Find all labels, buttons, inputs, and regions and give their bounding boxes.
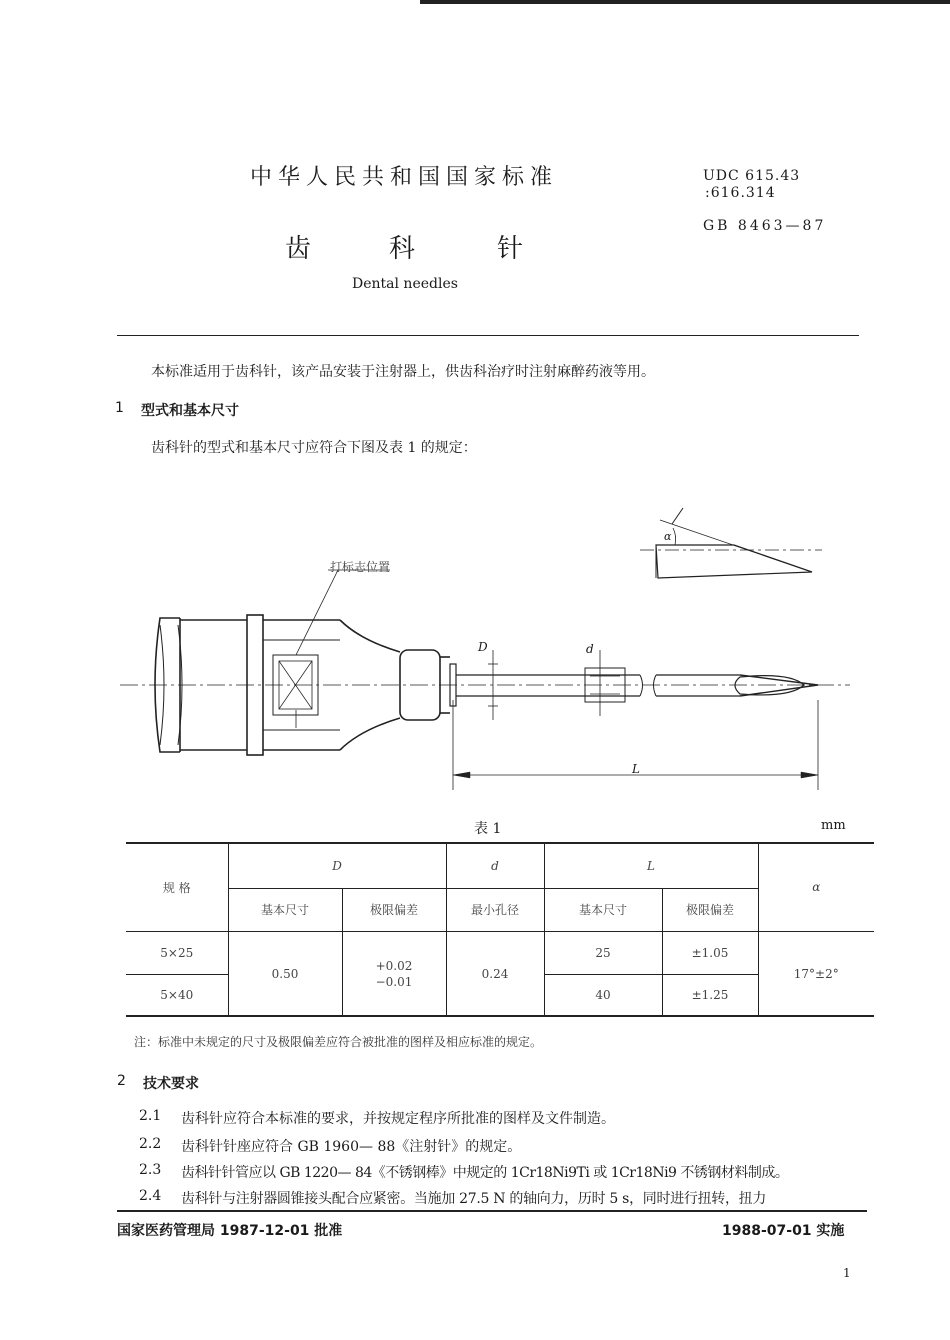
table-caption: 表 1	[474, 821, 502, 837]
udc-line-1: UDC 615.43	[703, 168, 801, 184]
header-alpha: α	[758, 843, 874, 931]
section-2-title: 技术要求	[143, 1076, 199, 1092]
clause-number: 2.4	[139, 1188, 162, 1204]
clause-number: 2.3	[139, 1162, 162, 1178]
title-char-2: 科	[389, 234, 416, 264]
clause-text: 齿科针与注射器圆锥接头配合应紧密。当施加 27.5 N 的轴向力，历时 5 s，同时进行扭转，扭力	[181, 1191, 767, 1207]
header-L: L	[544, 843, 758, 888]
page-number: 1	[843, 1266, 851, 1280]
header-L-tol: 极限偏差	[662, 888, 758, 931]
header-D: D	[228, 843, 446, 888]
approval-date: 国家医药管理局 1987-12-01 批准	[117, 1223, 343, 1239]
cell-D-tol	[342, 931, 446, 1016]
cell-D-tol-lower: −0.01	[375, 974, 413, 989]
label-L: L	[632, 762, 640, 776]
national-standard-title: 中华人民共和国国家标准	[250, 165, 559, 190]
section-1-text: 齿科针的型式和基本尺寸应符合下图及表 1 的规定：	[151, 440, 477, 456]
label-alpha: α	[664, 530, 672, 543]
effective-date: 1988-07-01 实施	[722, 1223, 845, 1239]
section-1-title: 型式和基本尺寸	[141, 403, 239, 419]
cell-alpha: 17°±2°	[758, 931, 874, 1016]
cell-d-min: 0.24	[446, 931, 544, 1016]
header-L-basic: 基本尺寸	[544, 888, 662, 931]
intro-paragraph: 本标准适用于齿科针，该产品安装于注射器上，供齿科治疗时注射麻醉药液等用。	[151, 364, 655, 380]
table-unit: mm	[821, 818, 846, 833]
row-spec: 5×25	[126, 931, 228, 974]
spec-table	[126, 842, 874, 1017]
cell-L-tol: ±1.25	[662, 974, 758, 1016]
cell-L: 40	[544, 974, 662, 1016]
header-d-min: 最小孔径	[446, 888, 544, 931]
clause-text: 齿科针应符合本标准的要求，并按规定程序所批准的图样及文件制造。	[181, 1111, 615, 1127]
table-note: 注：标准中未规定的尺寸及极限偏差应符合被批准的图样及相应标准的规定。	[134, 1035, 543, 1049]
section-2-number: 2	[117, 1073, 126, 1089]
clause-text: 齿科针针管应以 GB 1220— 84《不锈钢棒》中规定的 1Cr18Ni9Ti 或 1Cr18Ni9 不锈钢材料制成。	[181, 1165, 789, 1181]
clause-text: 齿科针针座应符合 GB 1960— 88《注射针》的规定。	[181, 1139, 522, 1155]
row-spec: 5×40	[126, 974, 228, 1016]
cell-L: 25	[544, 931, 662, 974]
cell-D-tol-upper: +0.02	[375, 958, 413, 973]
clause-number: 2.1	[139, 1108, 162, 1124]
title-char-3: 针	[497, 234, 524, 264]
english-title: Dental needles	[352, 276, 458, 292]
section-1-number: 1	[115, 400, 124, 416]
header-D-tol: 极限偏差	[342, 888, 446, 931]
cell-L-tol: ±1.05	[662, 931, 758, 974]
udc-line-2: :616.314	[705, 185, 776, 201]
cell-D-basic: 0.50	[228, 931, 342, 1016]
footer-divider	[117, 1210, 867, 1212]
label-D: D	[478, 640, 488, 654]
header-D-basic: 基本尺寸	[228, 888, 342, 931]
mark-position-label: 打标志位置	[330, 560, 391, 574]
bevel-tip	[740, 675, 818, 696]
gb-number: GB 8463—87	[703, 218, 827, 234]
title-char-1: 齿	[285, 234, 312, 264]
label-d: d	[586, 642, 594, 656]
header-d: d	[446, 843, 544, 888]
table-bottom-rule	[126, 1015, 874, 1017]
header-spec: 规 格	[126, 843, 228, 931]
clause-number: 2.2	[139, 1136, 162, 1152]
